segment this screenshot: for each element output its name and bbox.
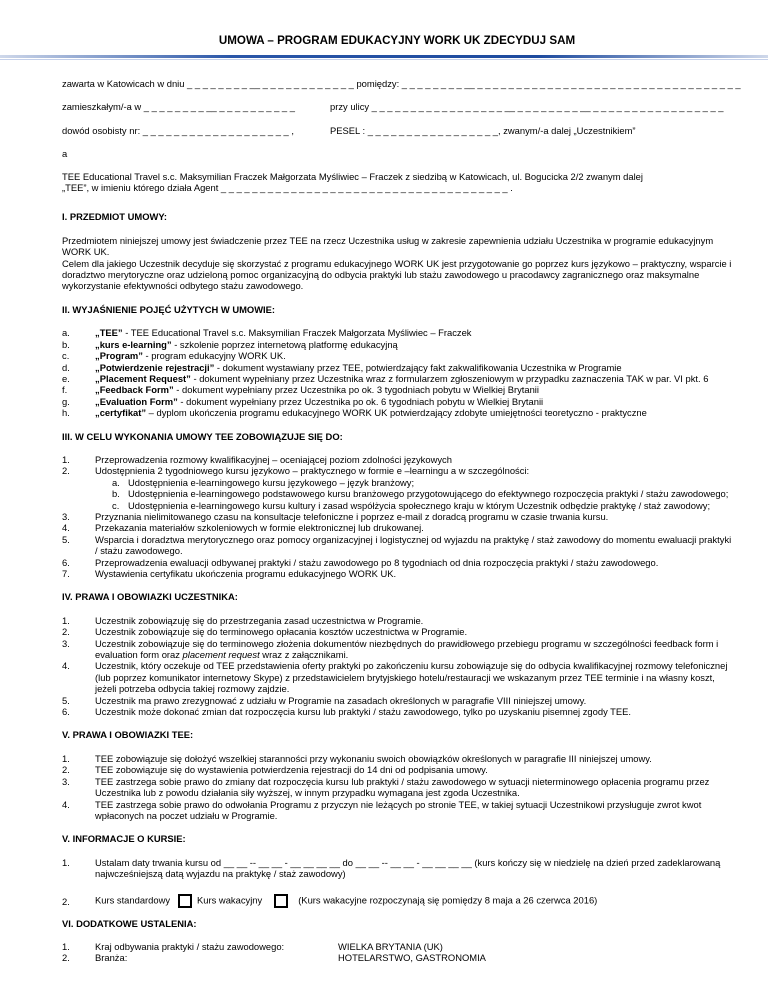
course-type-item: 2. Kurs standardowy Kurs wakacyjny (Kurs wakacyjne rozpoczynają się pomiędzy 8 maja a 26 czerwca 2016) bbox=[62, 894, 598, 907]
list-item: c. Udostępnienia e-learningowego kursu kultury i zasad współżycia społecznego kraju w którym Uczestnik odbędzie praktykę / staż zawodowy; bbox=[112, 499, 711, 511]
participant-list bbox=[62, 615, 732, 718]
list-item: 1. Uczestnik zobowiązuję się do przestrzegania zasad uczestnictwa w Programie. bbox=[62, 614, 424, 626]
list-item: b. „kurs e-learning” - szkolenie poprzez internetową platformę edukacyjną bbox=[62, 338, 398, 350]
standard-course-checkbox[interactable] bbox=[178, 894, 192, 908]
summer-course-note: (Kurs wakacyjne rozpoczynają się pomiędzy 8 maja a 26 czerwca 2016) bbox=[298, 894, 598, 906]
title-underline-thin bbox=[0, 59, 768, 60]
section-definitions bbox=[62, 304, 732, 419]
section-additional bbox=[62, 918, 732, 964]
section-subject bbox=[62, 211, 732, 291]
section-participant-rights bbox=[62, 591, 732, 717]
list-item: 2. Branża: HOTELARSTWO, GASTRONOMIA bbox=[62, 952, 486, 964]
section-heading: IV. PRAWA I OBOWIAZKI UCZESTNIKA: bbox=[62, 591, 238, 603]
list-item: h. „certyfikat” – dyplom ukończenia programu edukacyjnego WORK UK potwierdzający zdobyte umiejętności teoretyczno - praktyczne bbox=[62, 407, 647, 419]
list-item: 2. Udostępnienia 2 tygodniowego kursu językowo – praktycznego w formie e –learningu a w szczególności: bbox=[62, 465, 530, 477]
section-heading: VI. DODATKOWE USTALENIA: bbox=[62, 917, 197, 929]
list-item: 3. TEE zastrzega sobie prawo do zmiany dat rozpoczęcia kursu lub praktyki / stażu zawodowego w sytuacji nieterminowego opłacenia programu przez Uczestnika lub z powodu działania siły wyższej, w innym przypadku wymagana jest zgoda Uczestnika. bbox=[62, 775, 710, 799]
list-item: 5. Uczestnik ma prawo zrezygnować z udziału w Programie na zasadach określonych w paragrafie VIII niniejszej umowy. bbox=[62, 694, 587, 706]
paragraph: Przedmiotem niniejszej umowy jest świadczenie przez TEE na rzecz Uczestnika usług w zakresie zapewnienia udziału Uczestnika w programie edukacyjnym WORK UK. bbox=[62, 234, 714, 258]
id-card-field[interactable]: dowód osobisty nr: _ _ _ _ _ _ _ _ _ _ _ _ _ _ _ _ _ _ _ , bbox=[62, 124, 294, 136]
title-underline bbox=[0, 55, 768, 58]
section-heading: II. WYJAŚNIENIE POJĘĆ UŻYTYCH W UMOWIE: bbox=[62, 303, 276, 315]
section-course-info bbox=[62, 833, 732, 907]
list-item: b. Udostępnienia e-learningowego podstawowego kursu branżowego przygotowującego do efektywnego rozpoczęcia praktyki / stażu zawodowego; bbox=[112, 488, 729, 500]
list-item: a. Udostępnienia e-learningowego kursu językowego – język branżowy; bbox=[112, 476, 415, 488]
list-item: a. „TEE” - TEE Educational Travel s.c. Maksymilian Fraczek Małgorzata Myśliwiec – Fraczek bbox=[62, 327, 472, 339]
residence-field[interactable]: zamieszkałym/-a w _ _ _ _ _ _ _ _ __ _ _ _ _ _ _ _ _ _ _ bbox=[62, 101, 295, 113]
list-item: 2. TEE zobowiązuje się do wystawienia potwierdzenia rejestracji do 14 dni od podpisania umowy. bbox=[62, 764, 488, 776]
list-item: 4. TEE zastrzega sobie prawo do odwołania Programu z przyczyn nie leżących po stronie TEE, w takiej sytuacji Uczestnikowi przysługuje zwrot kwot wpłaconych na poczet udziału w Programie. bbox=[62, 798, 702, 821]
course-dates-item[interactable]: 1. Ustalam daty trwania kursu od __ __ -- __ __ - __ __ __ __ do __ __ -- __ __ - __ __ __ __ (kurs kończy się w niedzielę na dzień przed zadeklarowaną najwcześniejszą datą wyjazdu na praktykę / staż zawodowy) bbox=[62, 856, 721, 880]
summer-course-label: Kurs wakacyjny bbox=[197, 894, 263, 906]
summer-course-checkbox[interactable] bbox=[274, 894, 288, 908]
list-item: 1. Kraj odbywania praktyki / stażu zawodowego: WIELKA BRYTANIA (UK) bbox=[62, 940, 443, 952]
section-tee-obligations bbox=[62, 431, 732, 580]
list-item: c. „Program” - program edukacyjny WORK UK. bbox=[62, 350, 286, 362]
conjunction-text: a bbox=[62, 148, 68, 160]
section-heading: I. PRZEDMIOT UMOWY: bbox=[62, 211, 168, 223]
list-item: 6. Uczestnik może dokonać zmian dat rozpoczęcia kursu lub praktyki / stażu zawodowego, tylko po uzyskaniu pisemnej zgody TEE. bbox=[62, 706, 632, 718]
list-item: f. „Feedback Form” - dokument wypełniany przez Uczestnika po ok. 3 tygodniach pobytu w Wielkiej Brytanii bbox=[62, 384, 539, 396]
section-heading: V. INFORMACJE O KURSIE: bbox=[62, 833, 186, 845]
list-item: 2. Uczestnik zobowiązuje się do terminowego opłacania kosztów uczestnictwa w Programie. bbox=[62, 626, 468, 638]
document-title: UMOWA – PROGRAM EDUKACYJNY WORK UK ZDECYDUJ SAM bbox=[218, 34, 576, 47]
additional-list bbox=[62, 941, 732, 964]
street-field[interactable]: przy ulicy _ _ _ _ _ _ _ _ _ _ _ _ _ _ _ _ _ __ _ _ _ _ _ _ _ _ __ _ _ _ _ _ _ _ _ _ _ _ _ _ _ _ _ _ bbox=[330, 101, 724, 113]
list-item: 4. Przekazania materiałów szkoleniowych w formie elektronicznej lub drukowanej. bbox=[62, 522, 424, 534]
obligations-list-cont bbox=[62, 511, 732, 579]
course-list bbox=[62, 857, 732, 908]
list-item: 3. Przyznania nielimitowanego czasu na konsultacje telefoniczne i poprzez e-mail z doradcą programu w czasie trwania kursu. bbox=[62, 510, 609, 522]
paragraph: Celem dla jakiego Uczestnik decyduje się skorzystać z programu edukacyjnego WORK UK jest przygotowanie go poprzez kurs językowo – praktyczny, wsparcie i doradztwo merytoryczne oraz udzieloną pomoc organizacyjną do odbycia praktyki lub stażu zawodowego u pracodawcy zagranicznego oraz maksymalne wykorzystanie efektywności odbytego stażu zawodowego. bbox=[62, 257, 732, 292]
obligations-list bbox=[62, 454, 732, 477]
parties-block bbox=[62, 78, 741, 194]
list-item: 6. Przeprowadzenia ewaluacji odbywanej praktyki / stażu zawodowego po 8 tygodniach od dnia rozpoczęcia praktyki / stażu zawodowego. bbox=[62, 556, 659, 568]
section-heading: V. PRAWA I OBOWIAZKI TEE: bbox=[62, 729, 194, 741]
list-item: d. „Potwierdzenie rejestracji” - dokument wystawiany przez TEE, potwierdzający fakt zakwalifikowania Uczestnika w Programie bbox=[62, 361, 622, 373]
list-item: g. „Evaluation Form” - dokument wypełniany przez Uczestnika po ok. 6 tygodniach pobytu w Wielkiej Brytanii bbox=[62, 395, 544, 407]
list-item: 5. Wsparcia i doradztwa merytorycznego oraz pomocy organizacyjnej i logistycznej od wyjazdu na praktykę / staż zawodowy do momentu ewaluacji praktyki / stażu zawodowego. bbox=[62, 533, 732, 557]
standard-course-label: Kurs standardowy bbox=[95, 894, 171, 906]
list-item: 7. Wystawienia certyfikatu ukończenia programu edukacyjnego WORK UK. bbox=[62, 568, 397, 579]
sub-list bbox=[62, 477, 732, 511]
section-tee-rights bbox=[62, 729, 732, 821]
list-item: 1. TEE zobowiązuje się dołożyć wszelkiej staranności przy wykonaniu swoich obowiązków określonych w paragrafie III niniejszej umowy. bbox=[62, 752, 652, 764]
definitions-list bbox=[62, 327, 732, 418]
list-item: 3. Uczestnik zobowiązuje się do terminowego złożenia dokumentów niezbędnych do prawidłowego przebiegu programu w szczególności feedback form i evaluation form oraz placement request wraz z załącznikami. bbox=[62, 637, 719, 661]
list-item: 1. Przeprowadzenia rozmowy kwalifikacyjnej – oceniającej poziom zdolności językowych bbox=[62, 453, 452, 465]
list-item: 4. Uczestnik, który oczekuje od TEE przedstawienia oferty praktyki po zakończeniu kursu zobowiązuje się do odbycia kwalifikacyjnej rozmowy telefonicznej (lub poprzez komunikator internetowy Skype) z przedstawicielem brytyjskiego hotelu/restauracji we wskazanym przez TEE terminie i na własny koszt, jeżeli potrzeba odbycia takiej rozmowy zajdzie. bbox=[62, 660, 728, 695]
section-heading: III. W CELU WYKONANIA UMOWY TEE ZOBOWIĄZUJE SIĘ DO: bbox=[62, 430, 343, 442]
company-line-2[interactable]: „TEE”, w imieniu którego działa Agent _ _ _ _ _ _ _ _ _ _ _ _ _ _ _ _ _ _ _ _ _ _ _ _ _ _ _ _ _ _ _ _ _ _ _ _ _ . bbox=[62, 182, 513, 194]
tee-list bbox=[62, 753, 732, 821]
company-line-1: TEE Educational Travel s.c. Maksymilian Fraczek Małgorzata Myśliwiec – Fraczek z siedzibą w Katowicach, ul. Bogucicka 2/2 zwanym dalej bbox=[62, 170, 643, 182]
list-item: e. „Placement Request” - dokument wypełniany przez Uczestnika wraz z formularzem zgłoszeniowym w przypadku zaznaczenia TAK w par. VI pkt. 6 bbox=[62, 372, 709, 384]
contract-date-field[interactable]: zawarta w Katowicach w dniu _ _ _ _ _ _ _ _ __ _ _ _ _ _ _ _ _ _ _ _ _ pomiędzy: _ _ _ _ _ _ _ _ __ _ _ _ _ _ _ _ _ _ _ _ _ _ _ _ _ _ _ _ _ _ _ _ _ _ _ _ _ _ _ _ _ _ _ bbox=[62, 78, 741, 89]
pesel-field[interactable]: PESEL : _ _ _ _ _ _ _ _ _ _ _ _ _ _ _ _ _, zwanym/-a dalej „Uczestnikiem” bbox=[330, 124, 636, 136]
